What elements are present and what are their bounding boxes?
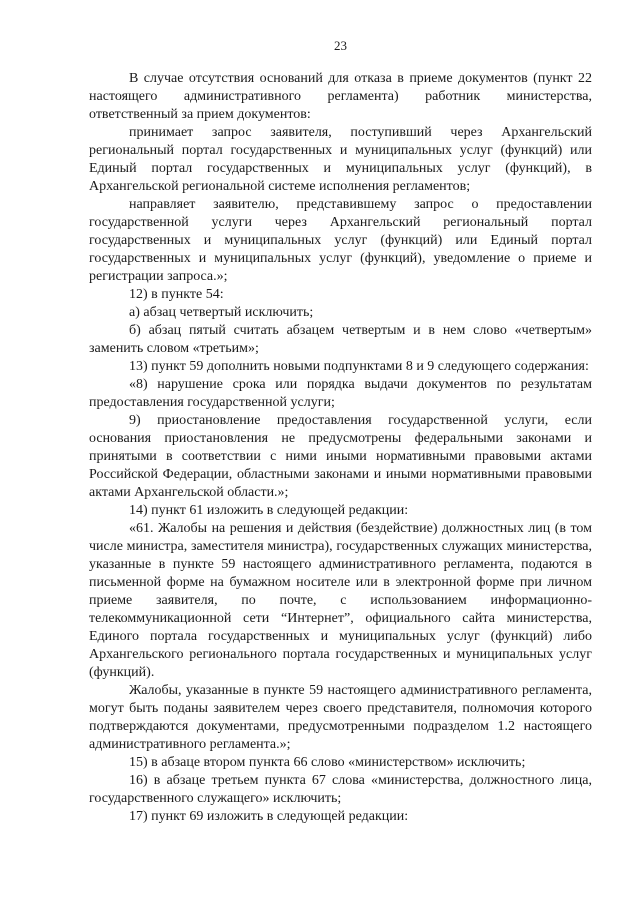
paragraph: Жалобы, указанные в пункте 59 настоящего административного регламента, могут быть поданы заявителем через своего представителя, полномочия которого подтверждаются документами, предусмотренными подразделом 1.2 настоящего административного регламента.»; [89, 683, 592, 752]
paragraph: 12) в пункте 54: [129, 287, 224, 302]
paragraph: «8) нарушение срока или порядка выдачи документов по результатам предоставления государственной услуги; [89, 377, 592, 410]
paragraph: направляет заявителю, представившему запрос о предоставлении государственной услуги через Архангельский региональный портал государственных и муниципальных услуг (функций) или Единый портал государственных и муниципальных услуг (функций), уведомление о приеме и регистрации запроса.»; [89, 197, 592, 284]
paragraph: 9) приостановление предоставления государственной услуги, если основания приостановления не предусмотрены федеральными законами и принятыми в соответствии с ними иными нормативными правовыми актами Российской Федерации, областными законами и иными нормативными правовыми актами Архангельской области.»; [89, 413, 592, 500]
paragraph: 14) пункт 61 изложить в следующей редакции: [129, 503, 409, 518]
page-number: 23 [334, 38, 347, 53]
document-body [89, 70, 592, 826]
paragraph: 15) в абзаце втором пункта 66 слово «министерством» исключить; [129, 755, 526, 770]
paragraph: б) абзац пятый считать абзацем четвертым и в нем слово «четвертым» заменить словом «третьим»; [89, 323, 592, 356]
paragraph: В случае отсутствия оснований для отказа в приеме документов (пункт 22 настоящего административного регламента) работник министерства, ответственный за прием документов: [89, 71, 592, 122]
paragraph: 17) пункт 69 изложить в следующей редакции: [129, 809, 409, 824]
paragraph: а) абзац четвертый исключить; [129, 305, 314, 320]
paragraph: «61. Жалобы на решения и действия (бездействие) должностных лиц (в том числе министра, заместителя министра), государственных служащих министерства, указанные в пункте 59 настоящего административного регламента, подаются в письменной форме на бумажном носителе или в электронной форме при личном приеме заявителя, по почте, с использованием информационно-телекоммуникационной сети “Интернет”, официального сайта министерства, Единого портала государственных и муниципальных услуг (функций) либо Архангельского регионального портала государственных и муниципальных услуг (функций). [89, 521, 592, 680]
paragraph: 13) пункт 59 дополнить новыми подпунктами 8 и 9 следующего содержания: [129, 359, 589, 374]
paragraph: принимает запрос заявителя, поступивший через Архангельский региональный портал государственных и муниципальных услуг (функций) или Единый портал государственных и муниципальных услуг (функций), в Архангельской региональной системе исполнения регламентов; [89, 125, 592, 194]
paragraph: 16) в абзаце третьем пункта 67 слова «министерства, должностного лица, государственного служащего» исключить; [89, 773, 592, 806]
